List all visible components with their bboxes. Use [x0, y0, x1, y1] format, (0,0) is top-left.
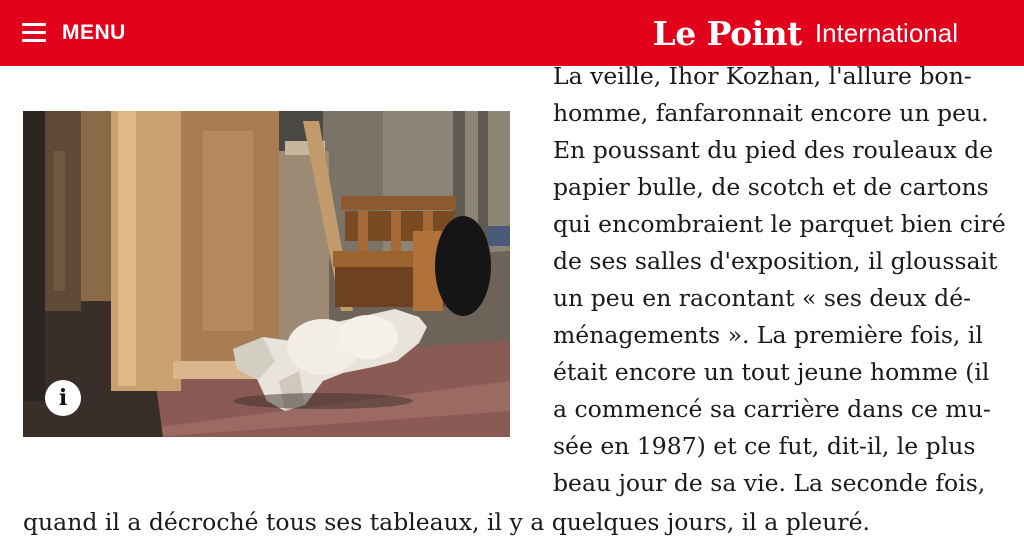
- text-line: un peu en racontant « ses deux dé-: [553, 284, 972, 312]
- photo-info-button[interactable]: [45, 380, 81, 416]
- text-line: La veille, Ihor Kozhan, l'allure bon-: [553, 62, 972, 90]
- hamburger-icon: [22, 22, 46, 44]
- text-line: beau jour de sa vie. La seconde fois,: [553, 469, 986, 497]
- menu-label: MENU: [62, 21, 126, 44]
- menu-button[interactable]: [22, 18, 126, 48]
- text-line: de ses salles d'exposition, il gloussait: [553, 247, 998, 275]
- text-line: quand il a décroché tous ses tableaux, il y a quelques jours, il a pleuré.: [23, 508, 870, 536]
- text-line: a commencé sa carrière dans ce mu-: [553, 395, 991, 423]
- text-line: était encore un tout jeune homme (il: [553, 358, 990, 386]
- site-brand-link[interactable]: [652, 10, 958, 56]
- text-line: ménagements ». La première fois, il: [553, 321, 983, 349]
- text-line: papier bulle, de scotch et de cartons: [553, 173, 989, 201]
- site-logo: Le Point: [652, 13, 802, 53]
- section-name: International: [814, 17, 958, 48]
- article-photo: [23, 111, 510, 437]
- text-line: En poussant du pied des rouleaux de: [553, 136, 994, 164]
- text-line: sée en 1987) et ce fut, dit-il, le plus: [553, 432, 976, 460]
- text-line: qui encombraient le parquet bien ciré: [553, 210, 1006, 238]
- info-icon: i: [58, 385, 68, 411]
- photo-illustration: [23, 111, 510, 437]
- text-line: homme, fanfaronnait encore un peu.: [553, 99, 989, 127]
- top-header-bar: [0, 0, 1024, 66]
